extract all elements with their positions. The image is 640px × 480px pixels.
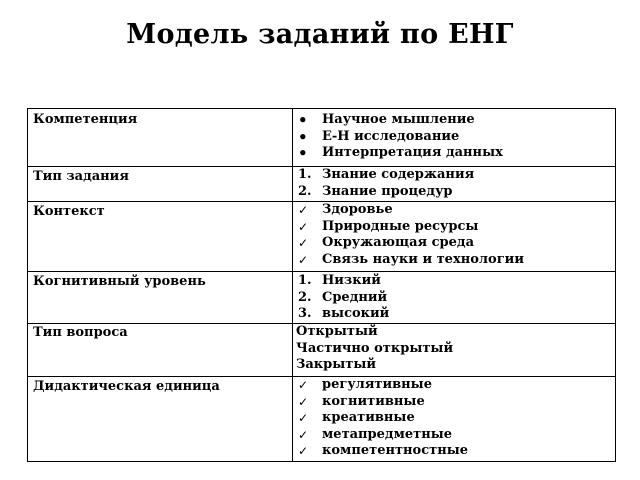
checkmark-icon	[298, 394, 318, 412]
list-item: ✓ Окружающая среда	[296, 235, 611, 252]
checkmark-icon	[298, 219, 318, 237]
page-title: Модель заданий по ЕНГ	[126, 19, 514, 50]
checkmark-icon	[298, 427, 318, 445]
row-label: Компетенция	[33, 112, 138, 127]
row-content	[296, 377, 611, 460]
list-item: ✓ Природные ресурсы	[296, 219, 611, 236]
table-row-context	[28, 201, 615, 271]
list-item: ✓ Связь науки и технологии	[296, 252, 611, 269]
list-item: ✓ регулятивные	[296, 377, 611, 394]
list-item: ✓ компетентностные	[296, 443, 611, 460]
row-label: Контекст	[33, 204, 105, 219]
table-row-cognitive-level	[28, 271, 615, 323]
list-item: • Интерпретация данных	[296, 145, 611, 162]
list-number: 3.	[298, 306, 312, 321]
column-divider	[292, 202, 293, 271]
column-divider	[292, 272, 293, 323]
row-content	[296, 202, 611, 268]
list-number: 1.	[298, 167, 312, 182]
list-number: 2.	[298, 289, 312, 305]
bullet-icon	[298, 145, 318, 164]
model-table	[27, 108, 616, 462]
column-divider	[292, 324, 293, 376]
table-row-competence	[28, 109, 615, 166]
list-item: • Научное мышление	[296, 112, 611, 129]
list-item: ✓ метапредметные	[296, 427, 611, 444]
checkmark-icon	[298, 235, 318, 253]
list-item: 2. Знание процедур	[298, 183, 453, 199]
list-number: 1.	[298, 273, 312, 288]
list-item: 3. высокий	[298, 306, 390, 321]
column-divider	[292, 109, 293, 166]
checkmark-icon	[298, 443, 318, 461]
checkmark-icon	[298, 202, 318, 220]
list-item: ✓ когнитивные	[296, 394, 611, 411]
list-item: Частично открытый	[296, 340, 454, 356]
list-item: • Е-Н исследование	[296, 129, 611, 146]
row-label: Тип задания	[33, 169, 129, 184]
checkmark-icon	[298, 410, 318, 428]
row-content	[296, 273, 611, 323]
row-label: Тип вопроса	[33, 325, 128, 340]
table-row-didactic-unit	[28, 376, 615, 462]
row-label: Дидактическая единица	[33, 379, 220, 394]
column-divider	[292, 167, 293, 201]
list-number: 2.	[298, 183, 312, 199]
list-item: Закрытый	[296, 357, 377, 372]
row-content	[296, 324, 611, 374]
list-item: 2. Средний	[298, 289, 388, 305]
table-row-task-type	[28, 166, 615, 201]
row-label: Когнитивный уровень	[33, 274, 206, 289]
column-divider	[292, 377, 293, 462]
checkmark-icon	[298, 252, 318, 270]
row-content	[296, 112, 611, 162]
row-content	[296, 167, 611, 200]
checkmark-icon	[298, 377, 318, 395]
list-item: 1. Низкий	[298, 273, 381, 288]
list-item: ✓ креативные	[296, 410, 611, 427]
list-item: 1. Знание содержания	[298, 167, 475, 182]
table-row-question-type	[28, 323, 615, 376]
list-item: ✓ Здоровье	[296, 202, 611, 219]
list-item: Открытый	[296, 324, 378, 339]
